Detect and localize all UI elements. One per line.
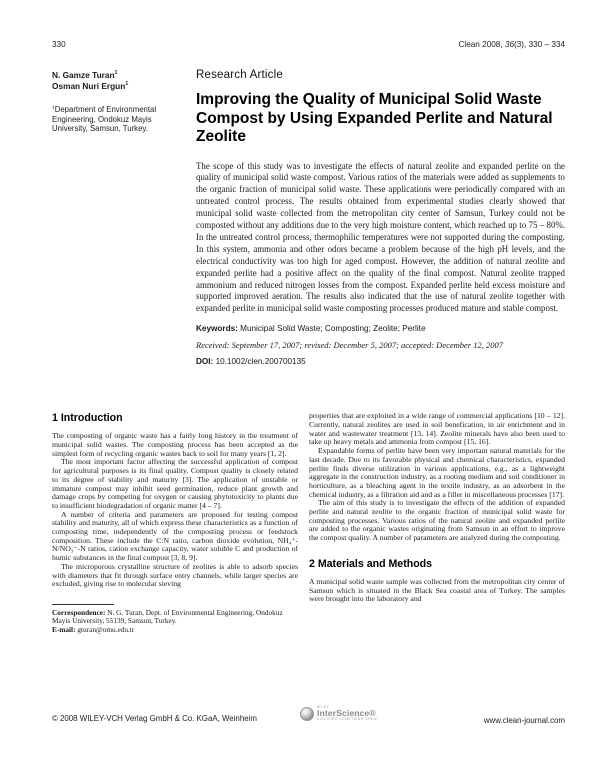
correspondence-label: Correspondence: (52, 607, 106, 617)
journal-website-link[interactable]: www.clean-journal.com (483, 716, 565, 725)
article-history: Received: September 17, 2007; revised: December 5, 2007; accepted: December 12, 2007 (196, 340, 503, 351)
interscience-logo-brand: InterScience® (317, 708, 376, 719)
page-footer (52, 706, 565, 738)
page-number: 330 (52, 40, 66, 49)
correspondence-text: N. G. Turan, Dept. of Environmental Engineering, Ondokuz Mayis University, 55139, Samsun, Turkey. (52, 607, 283, 626)
article-type-label: Research Article (196, 69, 283, 81)
journal-citation-suffix: (3), 330 – 334 (514, 40, 565, 49)
email-line (52, 626, 298, 635)
intro-paragraph-2: The most important factor affecting the successful application of compost for agricultural purposes is its final quality. Compost quality is closely related to its degree of stability and maturity [3]. The application of unstable or immature compost may inhibit seed germination, reduce plant growth and damage crops by competing for oxygen or causing phytotoxicity to plants due to insufficient biodegradation of organic matter [4 – 7]. (52, 457, 298, 510)
doi-label: DOI: (196, 357, 214, 367)
email-label: E-mail: (52, 624, 76, 634)
author-2 (52, 81, 196, 92)
affiliation-text: Department of Environmental Engineering, Ondokuz Mayis University, Samsun, Turkey. (52, 105, 157, 134)
article-title: Improving the Quality of Municipal Solid Waste Compost by Using Expanded Perlite and Natural Zeolite (196, 91, 553, 145)
section-heading-introduction: 1 Introduction (52, 412, 123, 425)
keywords-text: Municipal Solid Waste; Composting; Zeolite; Perlite (237, 324, 426, 334)
title-block (52, 65, 565, 366)
correspondence-footnote (52, 604, 298, 635)
article-head-column (196, 65, 565, 366)
email-address[interactable]: gturan@omu.edu.tr (75, 624, 135, 634)
keywords-label: Keywords: (196, 324, 238, 334)
interscience-logo-text (317, 706, 379, 722)
footnote-rule (52, 604, 114, 605)
abstract: The scope of this study was to investigate the effects of natural zeolite and expanded perlite on the quality of municipal solid waste compost. Various ratios of the materials were added as supplements to the organic fraction of municipal solid waste. These applications were periodically compared with an untreated control process. The results obtained from experimental studies clearly showed that municipal solid waste collected from the metropolitan city center of Samsun, Turkey could not be composted without any additions due to the very high moisture content, which reached up to 75 – 80%. In the untreated control process, thermophilic temperatures were not supported during the composting. In this system, ammonia and other odors became a problem because of the high pH levels, and the electrical conductivity was too high for aged compost. However, the addition of natural zeolite and expanded perlite had a positive affect on the quality of the final compost. Natural zeolite trapped ammonium and reduced nitrogen losses from the compost. Expanded perlite held excess moisture and supported improved aeration. The results also indicated that the use of natural zeolite together with expanded perlite in municipal solid waste composting processes produced mature and stable compost. (196, 160, 565, 314)
right-column (309, 412, 565, 634)
interscience-logo-top: WILEY (317, 705, 329, 709)
keywords-line (196, 324, 565, 333)
interscience-logo-tagline: DISCOVER SOMETHING GREAT (317, 717, 379, 722)
intro-paragraph-4: The microporous crystalline structure of zeolites is able to adsorb species with diameters that fit through surface entry channels, while larger species are excluded, giving rise to molecular sieving (52, 561, 298, 589)
journal-volume: 36 (504, 40, 515, 49)
running-head (52, 40, 565, 49)
journal-citation (458, 40, 565, 49)
affiliation (52, 105, 188, 134)
author-column (52, 65, 196, 366)
author-2-name: Osman Nuri Ergun (52, 80, 126, 91)
author-1-name: N. Gamze Turan (52, 70, 115, 80)
interscience-logo (300, 706, 379, 722)
interscience-sphere-icon (300, 707, 314, 721)
journal-citation-prefix: Clean 2008, (458, 40, 505, 49)
correspondence-line (52, 609, 298, 626)
body-columns (52, 412, 565, 634)
methods-paragraph-1: A municipal solid waste sample was collected from the metropolitan city center of Samsun which is situated in the Black Sea coastal area of Turkey. The samples were brought into the laboratory and (309, 576, 565, 604)
doi-text: 10.1002/clen.200700135 (213, 357, 306, 367)
right-paragraph-3: The aim of this study is to investigate the effects of the addition of expanded perlite and natural zeolite to the organic fraction of municipal solid waste for composting processes. Various ratios of the natural zeolite and expanded perlite are added to the organic wastes originating from Samsun in an effort to improve the compost quality. A number of parameters are analyzed during the composting. (309, 498, 565, 543)
right-paragraph-2: Expandable forms of perlite have been very important natural materials for the last decade. Due to its favorable physical and chemical characteristics, expanded perlite finds diverse utilization in various applications, e.g., as a lightweight aggregate in the construction industry, as a rooting medium and soil conditioner in horticulture, as a bleaching agent in the textile industry, as an adsorbent in the chemical industry, as a filtration aid and as a filler in miscellaneous processes [17]. (309, 446, 565, 499)
intro-paragraph-3: A number of criteria and parameters are proposed for testing compost stability and maturity, all of which express these characteristics as a function of composting time, independently of the composting process or feedstock composition. These include the C:N ratio, carbon dioxide evolution, NH₄⁺-N/NO₃⁻-N ratios, cation exchange capacity, water soluble C and production of humic substances in the final compost [3, 8, 9]. (52, 509, 298, 563)
author-1-affil-mark: 1 (114, 70, 118, 77)
right-paragraph-1: properties that are exploited in a wide range of commercial applications [10 – 12]. Currently, natural zeolites are used in soil benefication, in air enrichment and in water and wastewater treatment [13, 14]. Zeolite minerals have also been used to take up heavy metals and ammonia from compost [15, 16]. (309, 411, 565, 447)
section-heading-methods: 2 Materials and Methods (309, 557, 433, 570)
doi-line (196, 357, 565, 366)
copyright-notice: © 2008 WILEY-VCH Verlag GmbH & Co. KGaA, Weinheim (52, 714, 257, 723)
affiliation-mark: 1 (52, 105, 55, 111)
intro-paragraph-1: The composting of organic waste has a fairly long history in the treatment of municipal solid wastes. The composting process has been accepted as the simplest form of recycling organic wastes back to soil for many years [1, 2]. (52, 431, 298, 458)
left-column (52, 412, 298, 634)
author-2-affil-mark: 1 (125, 80, 129, 87)
author-1 (52, 70, 196, 81)
